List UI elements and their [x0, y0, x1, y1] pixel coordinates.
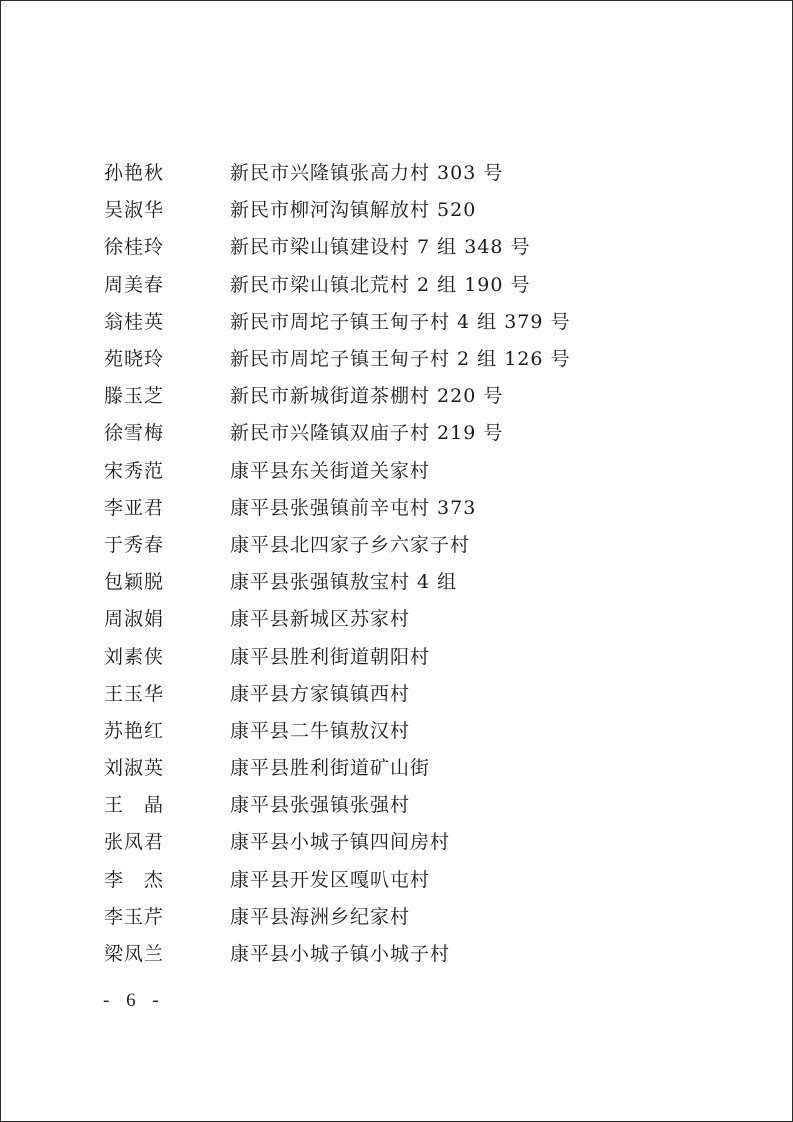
person-name: 李亚君: [104, 496, 165, 519]
person-address: 康平县小城子镇四间房村: [230, 831, 451, 854]
list-item: [104, 227, 724, 264]
person-address: 新民市周坨子镇王甸子村 4 组 379 号: [230, 310, 571, 333]
person-name: 吴淑华: [104, 199, 165, 222]
person-address: 康平县开发区嘎叭屯村: [230, 868, 431, 891]
person-name: 滕玉芝: [104, 385, 165, 408]
list-item: [104, 674, 724, 711]
person-address: 新民市兴隆镇双庙子村 219 号: [230, 422, 504, 445]
list-item: [104, 265, 724, 302]
list-item: [104, 190, 724, 227]
person-address: 新民市兴隆镇张高力村 303 号: [230, 162, 504, 185]
person-name: 孙艳秋: [104, 162, 165, 185]
page-number: - 6 -: [103, 990, 165, 1011]
list-item: [104, 599, 724, 636]
list-item: [104, 897, 724, 934]
person-address: 康平县张强镇前辛屯村 373: [230, 496, 477, 519]
list-item: [104, 451, 724, 488]
person-name: 王玉华: [104, 682, 165, 705]
person-name: 张凤君: [104, 831, 165, 854]
list-item: [104, 376, 724, 413]
list-item: [104, 525, 724, 562]
person-name: 李 杰: [104, 868, 165, 891]
list-item: [104, 153, 724, 190]
name-address-list: [104, 153, 724, 971]
person-name: 刘素侠: [104, 645, 165, 668]
list-item: [104, 822, 724, 859]
list-item: [104, 413, 724, 450]
person-name: 徐桂玲: [104, 236, 165, 259]
person-address: 康平县新城区苏家村: [230, 608, 411, 631]
person-name: 周美春: [104, 273, 165, 296]
person-address: 康平县小城子镇小城子村: [230, 943, 451, 966]
person-address: 康平县胜利街道矿山街: [230, 757, 431, 780]
person-address: 康平县胜利街道朝阳村: [230, 645, 431, 668]
person-name: 于秀春: [104, 533, 165, 556]
list-item: [104, 636, 724, 673]
list-item: [104, 562, 724, 599]
list-item: [104, 711, 724, 748]
person-name: 梁凤兰: [104, 943, 165, 966]
list-item: [104, 339, 724, 376]
person-address: 康平县张强镇敖宝村 4 组: [230, 571, 458, 594]
list-item: [104, 302, 724, 339]
list-item: [104, 860, 724, 897]
person-address: 康平县方家镇镇西村: [230, 682, 411, 705]
person-address: 新民市梁山镇建设村 7 组 348 号: [230, 236, 531, 259]
person-name: 苑晓玲: [104, 348, 165, 371]
list-item: [104, 785, 724, 822]
person-address: 新民市新城街道茶棚村 220 号: [230, 385, 504, 408]
list-item: [104, 934, 724, 971]
person-name: 王 晶: [104, 794, 165, 817]
person-name: 翁桂英: [104, 310, 165, 333]
person-name: 包颖脱: [104, 571, 165, 594]
person-address: 新民市梁山镇北荒村 2 组 190 号: [230, 273, 531, 296]
person-address: 康平县张强镇张强村: [230, 794, 411, 817]
person-name: 李玉芹: [104, 905, 165, 928]
person-name: 刘淑英: [104, 757, 165, 780]
person-address: 康平县海洲乡纪家村: [230, 905, 411, 928]
person-name: 苏艳红: [104, 719, 165, 742]
person-name: 徐雪梅: [104, 422, 165, 445]
list-item: [104, 488, 724, 525]
person-address: 康平县北四家子乡六家子村: [230, 533, 471, 556]
person-address: 新民市周坨子镇王甸子村 2 组 126 号: [230, 348, 571, 371]
person-address: 新民市柳河沟镇解放村 520: [230, 199, 477, 222]
person-address: 康平县东关街道关家村: [230, 459, 431, 482]
person-address: 康平县二牛镇敖汉村: [230, 719, 411, 742]
person-name: 周淑娟: [104, 608, 165, 631]
list-item: [104, 748, 724, 785]
person-name: 宋秀范: [104, 459, 165, 482]
